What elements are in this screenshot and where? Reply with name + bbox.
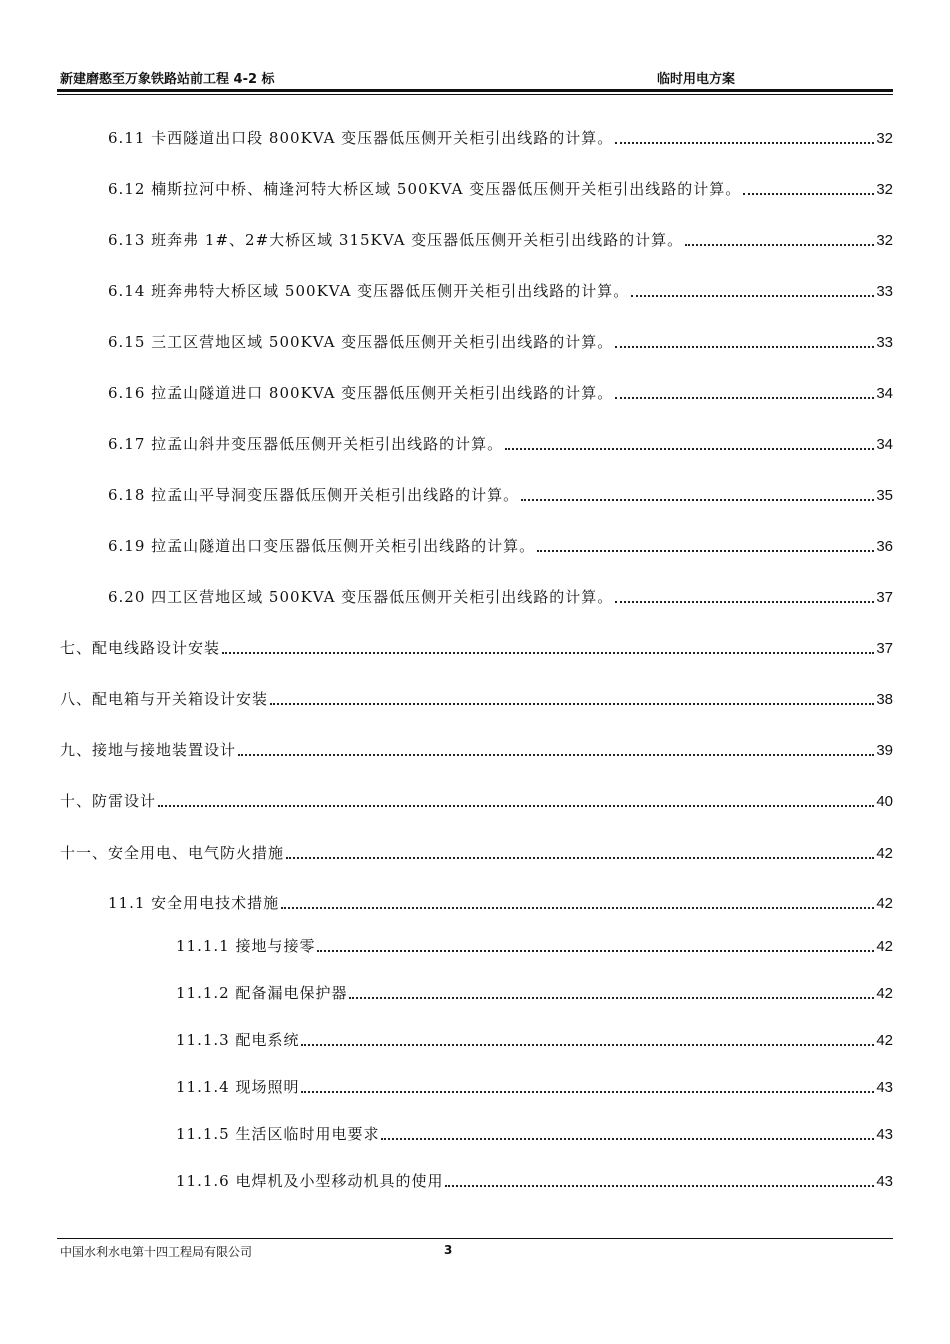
toc-entry-chapter-8[interactable]	[60, 687, 893, 711]
toc-dot-leader	[317, 949, 874, 952]
toc-entry-title: 11.1.5 生活区临时用电要求	[176, 1125, 380, 1143]
toc-entry-6-19[interactable]	[108, 534, 893, 558]
toc-entry-page: 43	[876, 1079, 893, 1096]
toc-entry-title: 九、接地与接地装置设计	[60, 741, 237, 759]
toc-dot-leader	[685, 243, 874, 246]
toc-entry-title: 11.1.3 配电系统	[176, 1031, 300, 1049]
toc-entry-page: 35	[876, 487, 893, 504]
toc-entry-title: 十、防雷设计	[60, 792, 157, 810]
toc-entry-title: 6.19 拉孟山隧道出口变压器低压侧开关柜引出线路的计算。	[108, 537, 536, 555]
toc-dot-leader	[445, 1184, 874, 1187]
toc-entry-11-1[interactable]	[108, 891, 893, 915]
toc-entry-title: 6.14 班奔弗特大桥区域 500KVA 变压器低压侧开关柜引出线路的计算。	[108, 282, 630, 300]
toc-entry-6-12[interactable]	[108, 177, 893, 201]
toc-entry-page: 42	[876, 938, 893, 955]
toc-entry-page: 42	[876, 845, 893, 862]
toc-entry-title: 6.11 卡西隧道出口段 800KVA 变压器低压侧开关柜引出线路的计算。	[108, 129, 614, 147]
toc-entry-page: 33	[876, 334, 893, 351]
toc-entry-11-1-6[interactable]	[176, 1169, 893, 1193]
header-document-title: 临时用电方案	[657, 72, 736, 87]
footer-company: 中国水利水电第十四工程局有限公司	[60, 1245, 253, 1259]
footer-rule	[57, 1238, 893, 1239]
toc-entry-page: 42	[876, 1032, 893, 1049]
toc-entry-title: 6.18 拉孟山平导洞变压器低压侧开关柜引出线路的计算。	[108, 486, 520, 504]
toc-entry-page: 43	[876, 1173, 893, 1190]
footer-page-number: 3	[444, 1243, 453, 1257]
toc-entry-title: 6.12 楠斯拉河中桥、楠逢河特大桥区域 500KVA 变压器低压侧开关柜引出线路的计算。	[108, 180, 742, 198]
toc-entry-title: 6.16 拉孟山隧道进口 800KVA 变压器低压侧开关柜引出线路的计算。	[108, 384, 614, 402]
toc-entry-page: 32	[876, 232, 893, 249]
toc-dot-leader	[631, 294, 874, 297]
toc-dot-leader	[615, 600, 874, 603]
toc-entry-title: 八、配电箱与开关箱设计安装	[60, 690, 269, 708]
toc-dot-leader	[615, 345, 874, 348]
toc-entry-page: 37	[876, 640, 893, 657]
toc-entry-title: 6.13 班奔弗 1#、2#大桥区域 315KVA 变压器低压侧开关柜引出线路的计算。	[108, 231, 684, 249]
toc-entry-11-1-5[interactable]	[176, 1122, 893, 1146]
header-project-title: 新建磨憨至万象铁路站前工程 4-2 标	[60, 72, 275, 87]
toc-entry-11-1-3[interactable]	[176, 1028, 893, 1052]
toc-entry-title: 11.1.1 接地与接零	[176, 937, 316, 955]
toc-dot-leader	[537, 549, 874, 552]
toc-entry-11-1-1[interactable]	[176, 934, 893, 958]
toc-entry-page: 37	[876, 589, 893, 606]
toc-dot-leader	[521, 498, 874, 501]
toc-entry-title: 十一、安全用电、电气防火措施	[60, 844, 285, 862]
toc-dot-leader	[222, 651, 874, 654]
toc-dot-leader	[743, 192, 874, 195]
toc-entry-6-18[interactable]	[108, 483, 893, 507]
toc-dot-leader	[349, 996, 874, 999]
toc-entry-6-16[interactable]	[108, 381, 893, 405]
toc-entry-6-11[interactable]	[108, 126, 893, 150]
toc-entry-6-17[interactable]	[108, 432, 893, 456]
toc-dot-leader	[158, 804, 874, 807]
toc-entry-chapter-7[interactable]	[60, 636, 893, 660]
toc-entry-title: 11.1.6 电焊机及小型移动机具的使用	[176, 1172, 444, 1190]
toc-dot-leader	[281, 906, 874, 909]
toc-dot-leader	[238, 753, 874, 756]
toc-entry-page: 43	[876, 1126, 893, 1143]
toc-entry-6-13[interactable]	[108, 228, 893, 252]
toc-entry-page: 38	[876, 691, 893, 708]
toc-entry-page: 32	[876, 181, 893, 198]
toc-entry-title: 11.1 安全用电技术措施	[108, 894, 280, 912]
toc-entry-page: 40	[876, 793, 893, 810]
toc-dot-leader	[615, 141, 874, 144]
toc-entry-title: 七、配电线路设计安装	[60, 639, 221, 657]
toc-dot-leader	[270, 702, 874, 705]
toc-entry-6-20[interactable]	[108, 585, 893, 609]
toc-entry-page: 33	[876, 283, 893, 300]
toc-entry-chapter-9[interactable]	[60, 738, 893, 762]
toc-entry-title: 6.20 四工区营地区域 500KVA 变压器低压侧开关柜引出线路的计算。	[108, 588, 614, 606]
toc-dot-leader	[301, 1090, 874, 1093]
toc-entry-page: 34	[876, 436, 893, 453]
toc-entry-page: 34	[876, 385, 893, 402]
toc-entry-title: 6.17 拉孟山斜井变压器低压侧开关柜引出线路的计算。	[108, 435, 504, 453]
toc-dot-leader	[615, 396, 874, 399]
toc-entry-page: 32	[876, 130, 893, 147]
toc-entry-title: 6.15 三工区营地区域 500KVA 变压器低压侧开关柜引出线路的计算。	[108, 333, 614, 351]
toc-entry-11-1-4[interactable]	[176, 1075, 893, 1099]
toc-dot-leader	[505, 447, 874, 450]
toc-entry-chapter-10[interactable]	[60, 789, 893, 813]
toc-entry-page: 39	[876, 742, 893, 759]
toc-dot-leader	[381, 1137, 874, 1140]
toc-entry-page: 36	[876, 538, 893, 555]
toc-dot-leader	[286, 856, 874, 859]
toc-dot-leader	[301, 1043, 874, 1046]
toc-entry-page: 42	[876, 985, 893, 1002]
toc-entry-chapter-11[interactable]	[60, 841, 893, 865]
toc-entry-6-15[interactable]	[108, 330, 893, 354]
toc-entry-6-14[interactable]	[108, 279, 893, 303]
toc-entry-title: 11.1.2 配备漏电保护器	[176, 984, 348, 1002]
toc-entry-title: 11.1.4 现场照明	[176, 1078, 300, 1096]
toc-entry-11-1-2[interactable]	[176, 981, 893, 1005]
toc-entry-page: 42	[876, 895, 893, 912]
